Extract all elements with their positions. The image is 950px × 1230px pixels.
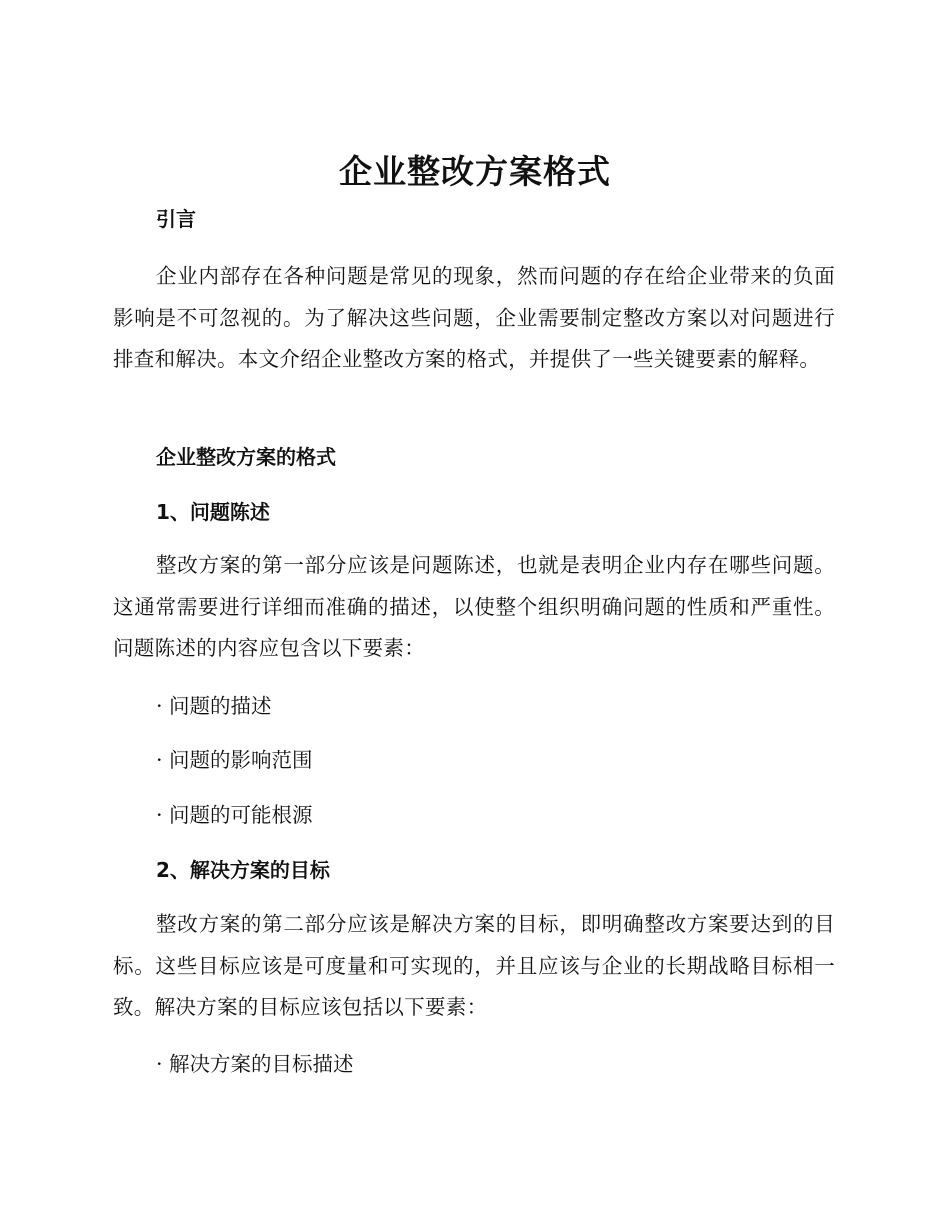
section2-bullet-item: · 解决方案的目标描述 bbox=[156, 1052, 354, 1076]
section1-bullet-item: · 问题的影响范围 bbox=[156, 748, 313, 772]
section2-heading: 2、解决方案的目标 bbox=[156, 858, 330, 882]
section1-bullet-item: · 问题的描述 bbox=[156, 694, 272, 718]
section1-paragraph: 整改方案的第一部分应该是问题陈述，也就是表明企业内存在哪些问题。这通常需要进行详细而准确的描述，以使整个组织明确问题的性质和严重性。问题陈述的内容应包含以下要素： bbox=[113, 553, 835, 660]
document-title: 企业整改方案格式 bbox=[339, 152, 611, 191]
intro-paragraph: 企业内部存在各种问题是常见的现象，然而问题的存在给企业带来的负面影响是不可忽视的。为了解决这些问题，企业需要制定整改方案以对问题进行排查和解决。本文介绍企业整改方案的格式，并提供了一些关键要素的解释。 bbox=[113, 264, 835, 371]
section1-heading: 1、问题陈述 bbox=[156, 500, 270, 524]
format-heading: 企业整改方案的格式 bbox=[156, 445, 336, 469]
intro-heading: 引言 bbox=[156, 207, 196, 231]
section2-paragraph: 整改方案的第二部分应该是解决方案的目标，即明确整改方案要达到的目标。这些目标应该是可度量和可实现的，并且应该与企业的长期战略目标相一致。解决方案的目标应该包括以下要素： bbox=[113, 912, 835, 1019]
section1-bullet-item: · 问题的可能根源 bbox=[156, 803, 313, 827]
